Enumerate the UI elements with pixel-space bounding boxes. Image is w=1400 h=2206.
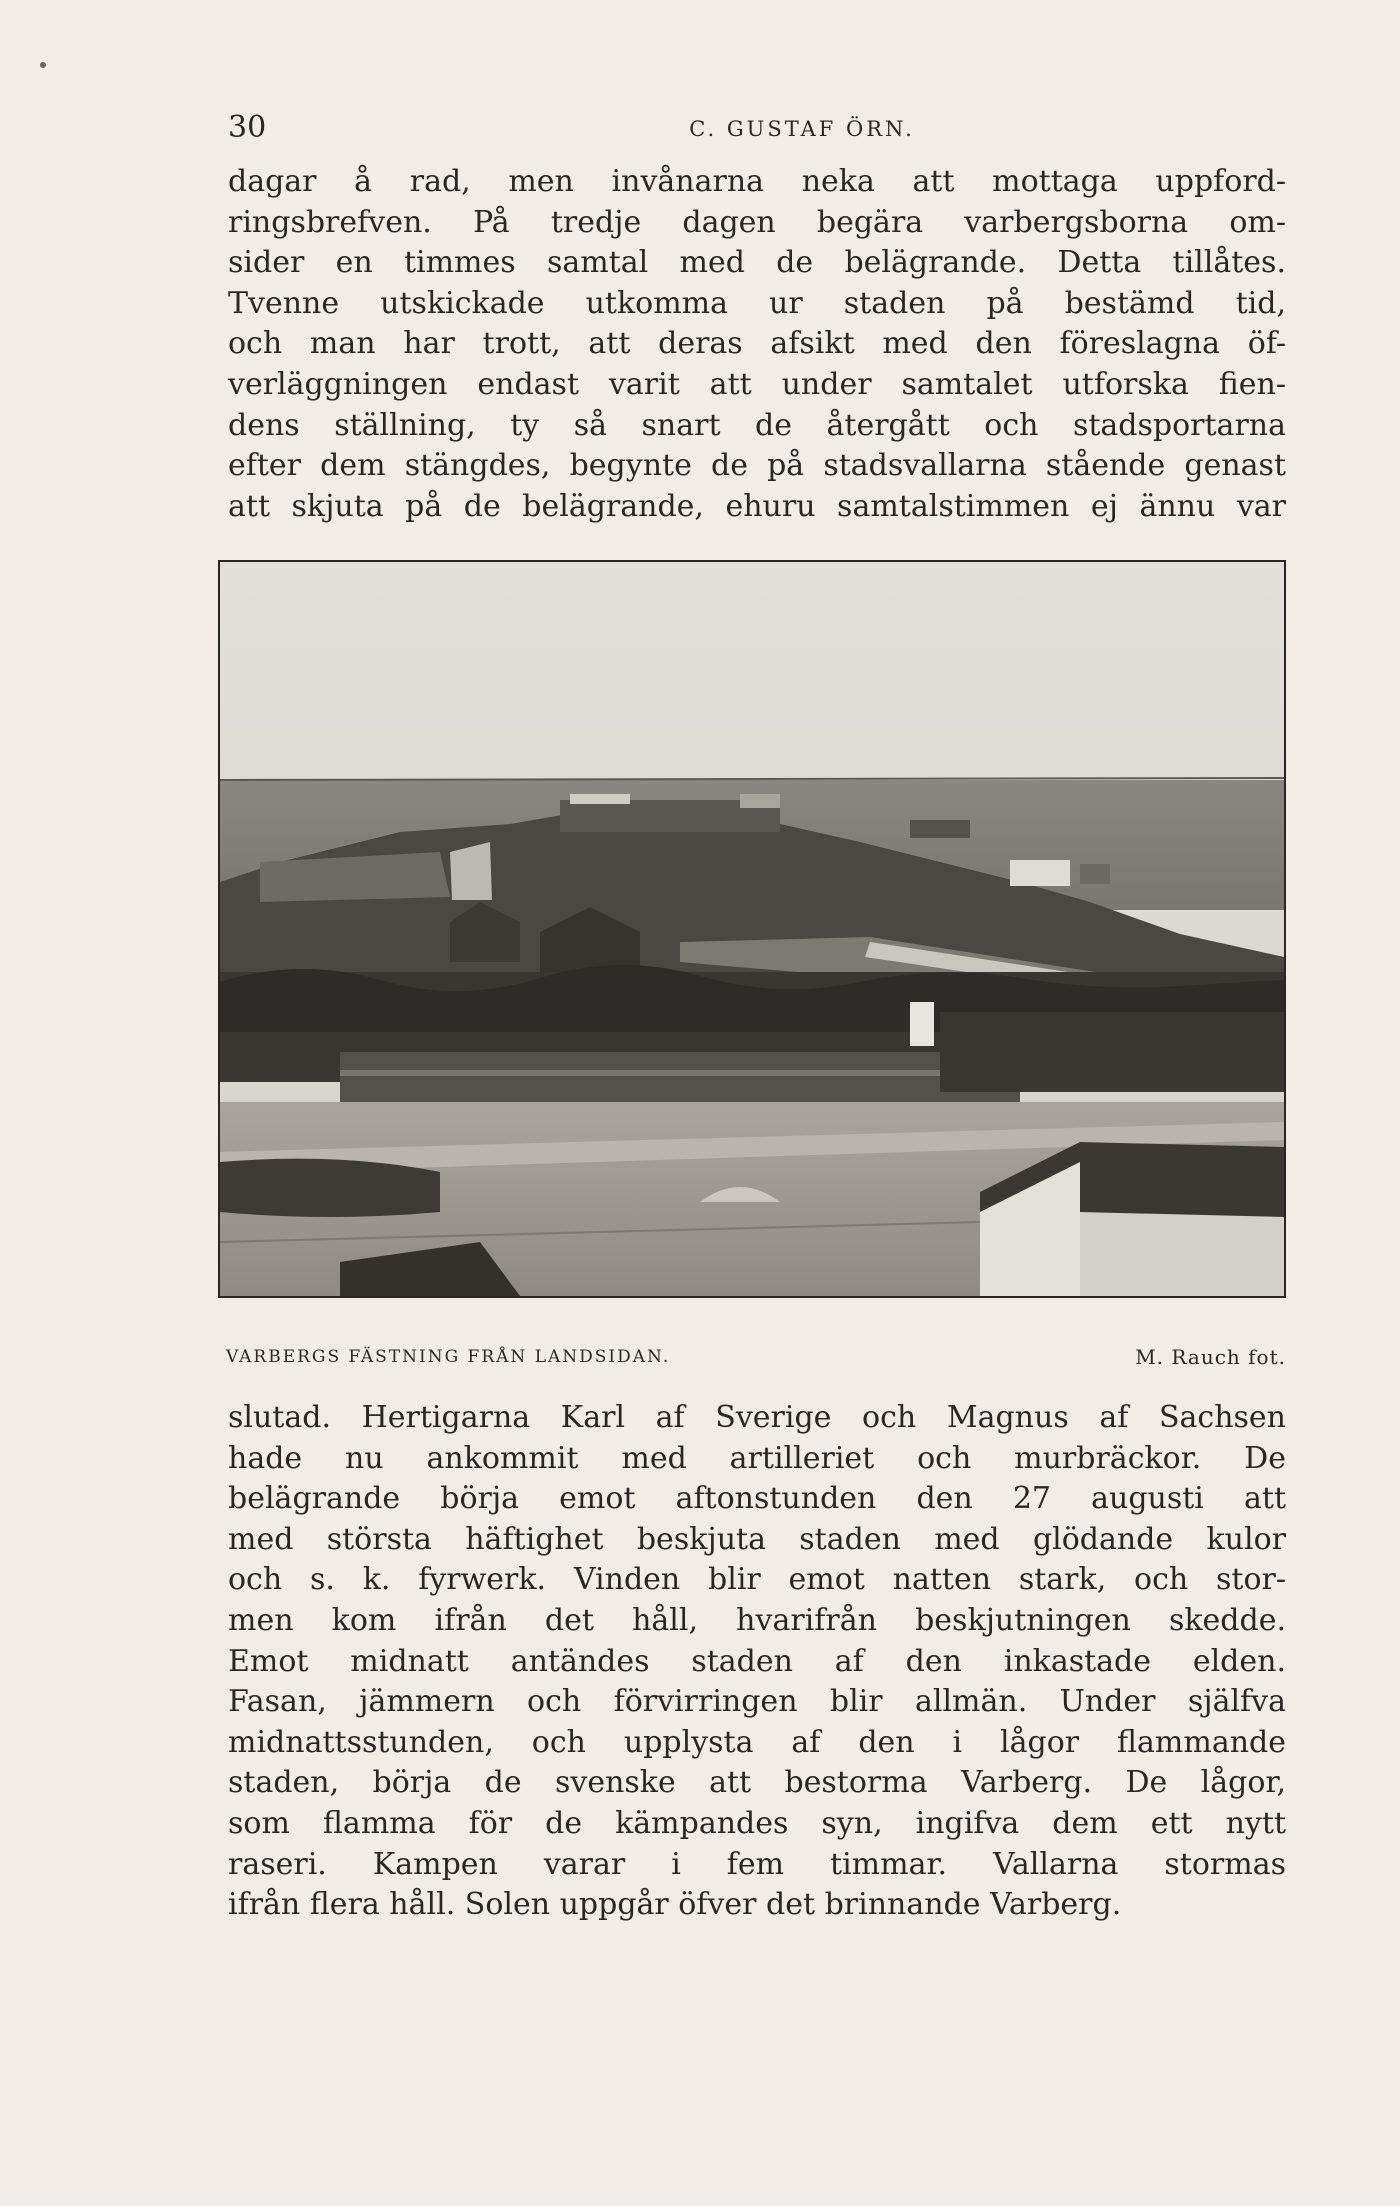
fortress-photograph (218, 560, 1286, 1298)
text-line: hade nu ankommit med artilleriet och murbräckor. De (228, 1440, 1286, 1476)
text-line: som flamma för de kämpandes syn, ingifva dem ett nytt (228, 1805, 1286, 1841)
text-line: efter dem stängdes, begynte de på stadsvallarna stående genast (228, 448, 1286, 484)
page-header (228, 108, 1286, 148)
figure-caption (226, 1342, 1286, 1372)
text-line: med största häftighet beskjuta staden med glödande kulor (228, 1521, 1286, 1557)
photo-illustration (220, 562, 1284, 1296)
text-line: midnattsstunden, och upplysta af den i lågor flammande (228, 1724, 1286, 1760)
text-line: slutad. Hertigarna Karl af Sverige och Magnus af Sachsen (228, 1400, 1286, 1435)
text-line: staden, börja de svenske att bestorma Varberg. De lågor, (228, 1765, 1286, 1801)
text-line: belägrande börja emot aftonstunden den 27 augusti att (228, 1481, 1286, 1517)
running-head: C. GUSTAF ÖRN. (689, 117, 915, 141)
text-line: ringsbrefven. På tredje dagen begära varbergsborna om- (228, 204, 1286, 240)
paragraph-top (228, 162, 1286, 527)
text-line: men kom ifrån det håll, hvarifrån beskjutningen skedde. (228, 1602, 1286, 1638)
text-line: dens ställning, ty så snart de återgått och stadsportarna (228, 407, 1286, 443)
page-speck (40, 62, 46, 68)
text-line: verläggningen endast varit att under samtalet utforska fien- (228, 366, 1286, 402)
text-line: raseri. Kampen varar i fem timmar. Vallarna stormas (228, 1846, 1286, 1882)
text-line: Tvenne utskickade utkomma ur staden på bestämd tid, (228, 285, 1286, 321)
text-line: och s. k. fyrwerk. Vinden blir emot natten stark, och stor- (228, 1562, 1286, 1598)
text-line: och man har trott, att deras afsikt med den föreslagna öf- (228, 326, 1286, 362)
photographer-credit: M. Rauch fot. (1135, 1345, 1286, 1369)
paragraph-bottom (228, 1398, 1286, 1926)
page-number: 30 (228, 110, 267, 145)
text-line: ifrån flera håll. Solen uppgår öfver det brinnande Varberg. (228, 1887, 1122, 1923)
text-line: Fasan, jämmern och förvirringen blir allmän. Under själfva (228, 1684, 1286, 1720)
text-line: att skjuta på de belägrande, ehuru samtalstimmen ej ännu var (228, 488, 1286, 524)
text-line: sider en timmes samtal med de belägrande. Detta tillåtes. (228, 245, 1286, 281)
caption-title: VARBERGS FÄSTNING FRÅN LANDSIDAN. (226, 1347, 671, 1367)
text-line: Emot midnatt antändes staden af den inkastade elden. (228, 1643, 1286, 1679)
text-line: dagar å rad, men invånarna neka att mottaga uppford- (228, 164, 1286, 199)
